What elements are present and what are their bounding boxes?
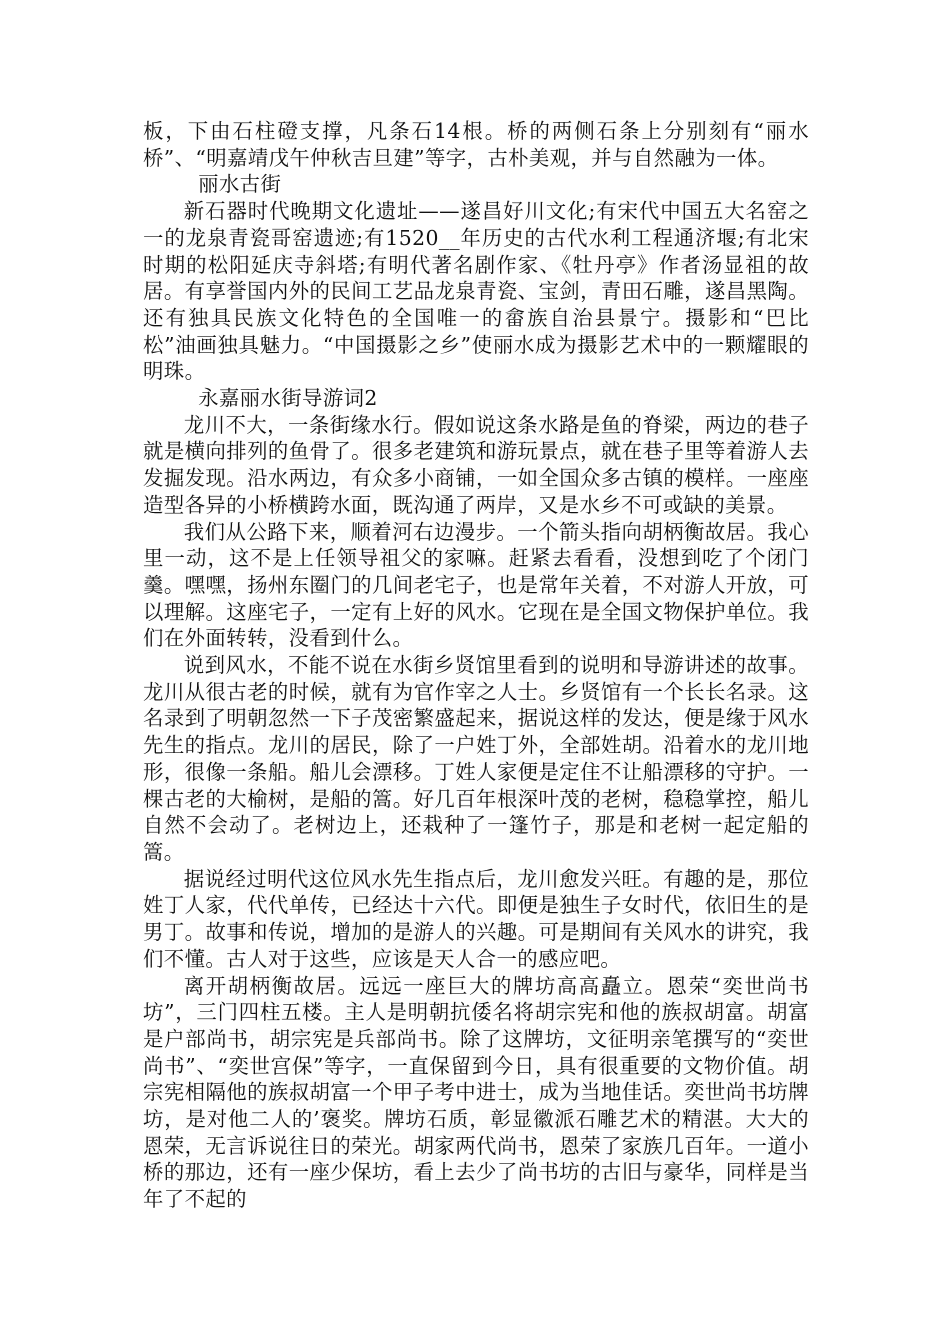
paragraph: 离开胡柄衡故居。远远一座巨大的牌坊高高矗立。恩荣“奕世尚书坊”，三门四柱五楼。主人是明朝抗倭名将胡宗宪和他的族叔胡富。胡富是户部尚书，胡宗宪是兵部尚书。除了这牌坊，文征明亲笔撰写的“奕世尚书”、“奕世宫保”等字，一直保留到今日，具有很重要的文物价值。胡宗宪相隔他的族叔胡富一个甲子考中进士，成为当地佳话。奕世尚书坊牌坊，是对他二人的’褒奖。牌坊石质，彰显徽派石雕艺术的精湛。大大的恩荣，无言诉说往日的荣光。胡家两代尚书，恩荣了家族几百年。一道小桥的那边，还有一座少保坊，看上去少了尚书坊的古旧与豪华，同样是当年了不起的	[143, 973, 809, 1212]
section-heading: 丽水古街	[198, 172, 282, 197]
paragraph: 我们从公路下来，顺着河右边漫步。一个箭头指向胡柄衡故居。我心里一动，这不是上任领导祖父的家嘛。赶紧去看看，没想到吃了个闭门羹。嘿嘿，扬州东圈门的几间老宅子，也是常年关着，不对游人开放，可以理解。这座宅子，一定有上好的风水。它现在是全国文物保护单位。我们在外面转转，没看到什么。	[143, 519, 809, 651]
document-body	[143, 118, 809, 1213]
paragraph-continuation: 板，下由石柱磴支撑，凡条石14根。桥的两侧石条上分别刻有“丽水桥”、“明嘉靖戊午仲秋吉旦建”等字，古朴美观，并与自然融为一体。	[143, 119, 809, 170]
paragraph: 据说经过明代这位风水先生指点后，龙川愈发兴旺。有趣的是，那位姓丁人家，代代单传，已经达十六代。即便是独生子女时代，依旧生的是男丁。故事和传说，增加的是游人的兴趣。可是期间有关风水的讲究，我们不懂。古人对于这些，应该是天人合一的感应吧。	[143, 866, 809, 971]
paragraph: 说到风水，不能不说在水街乡贤馆里看到的说明和导游讲述的故事。龙川从很古老的时候，就有为官作宰之人士。乡贤馆有一个长长名录。这名录到了明朝忽然一下子茂密繁盛起来，据说这样的发达，便是缘于风水先生的指点。龙川的居民，除了一户姓丁外，全部姓胡。沿着水的龙川地形，很像一条船。船儿会漂移。丁姓人家便是定住不让船漂移的守护。一棵古老的大榆树，是船的篙。好几百年根深叶茂的老树，稳稳掌控，船儿自然不会动了。老树边上，还栽种了一篷竹子，那是和老树一起定船的篙。	[143, 653, 809, 864]
paragraph: 龙川不大，一条街缘水行。假如说这条水路是鱼的脊梁，两边的巷子就是横向排列的鱼骨了。很多老建筑和游玩景点，就在巷子里等着游人去发掘发现。沿水两边，有众多小商铺，一如全国众多古镇的模样。一座座造型各异的小桥横跨水面，既沟通了两岸，又是水乡不可或缺的美景。	[143, 412, 809, 517]
paragraph: 新石器时代晚期文化遗址——遂昌好川文化;有宋代中国五大名窑之一的龙泉青瓷哥窑遗迹;有1520__年历史的古代水利工程通济堰;有北宋时期的松阳延庆寺斜塔;有明代著名剧作家、《牡丹亭》作者汤显祖的故居。有享誉国内外的民间工艺品龙泉青瓷、宝剑，青田石雕，遂昌黑陶。还有独具民族文化特色的全国唯一的畲族自治县景宁。摄影和“巴比松”油画独具魅力。“中国摄影之乡”使丽水成为摄影艺术中的一颗耀眼的明珠。	[143, 199, 809, 384]
section-heading: 永嘉丽水街导游词2	[198, 386, 378, 411]
